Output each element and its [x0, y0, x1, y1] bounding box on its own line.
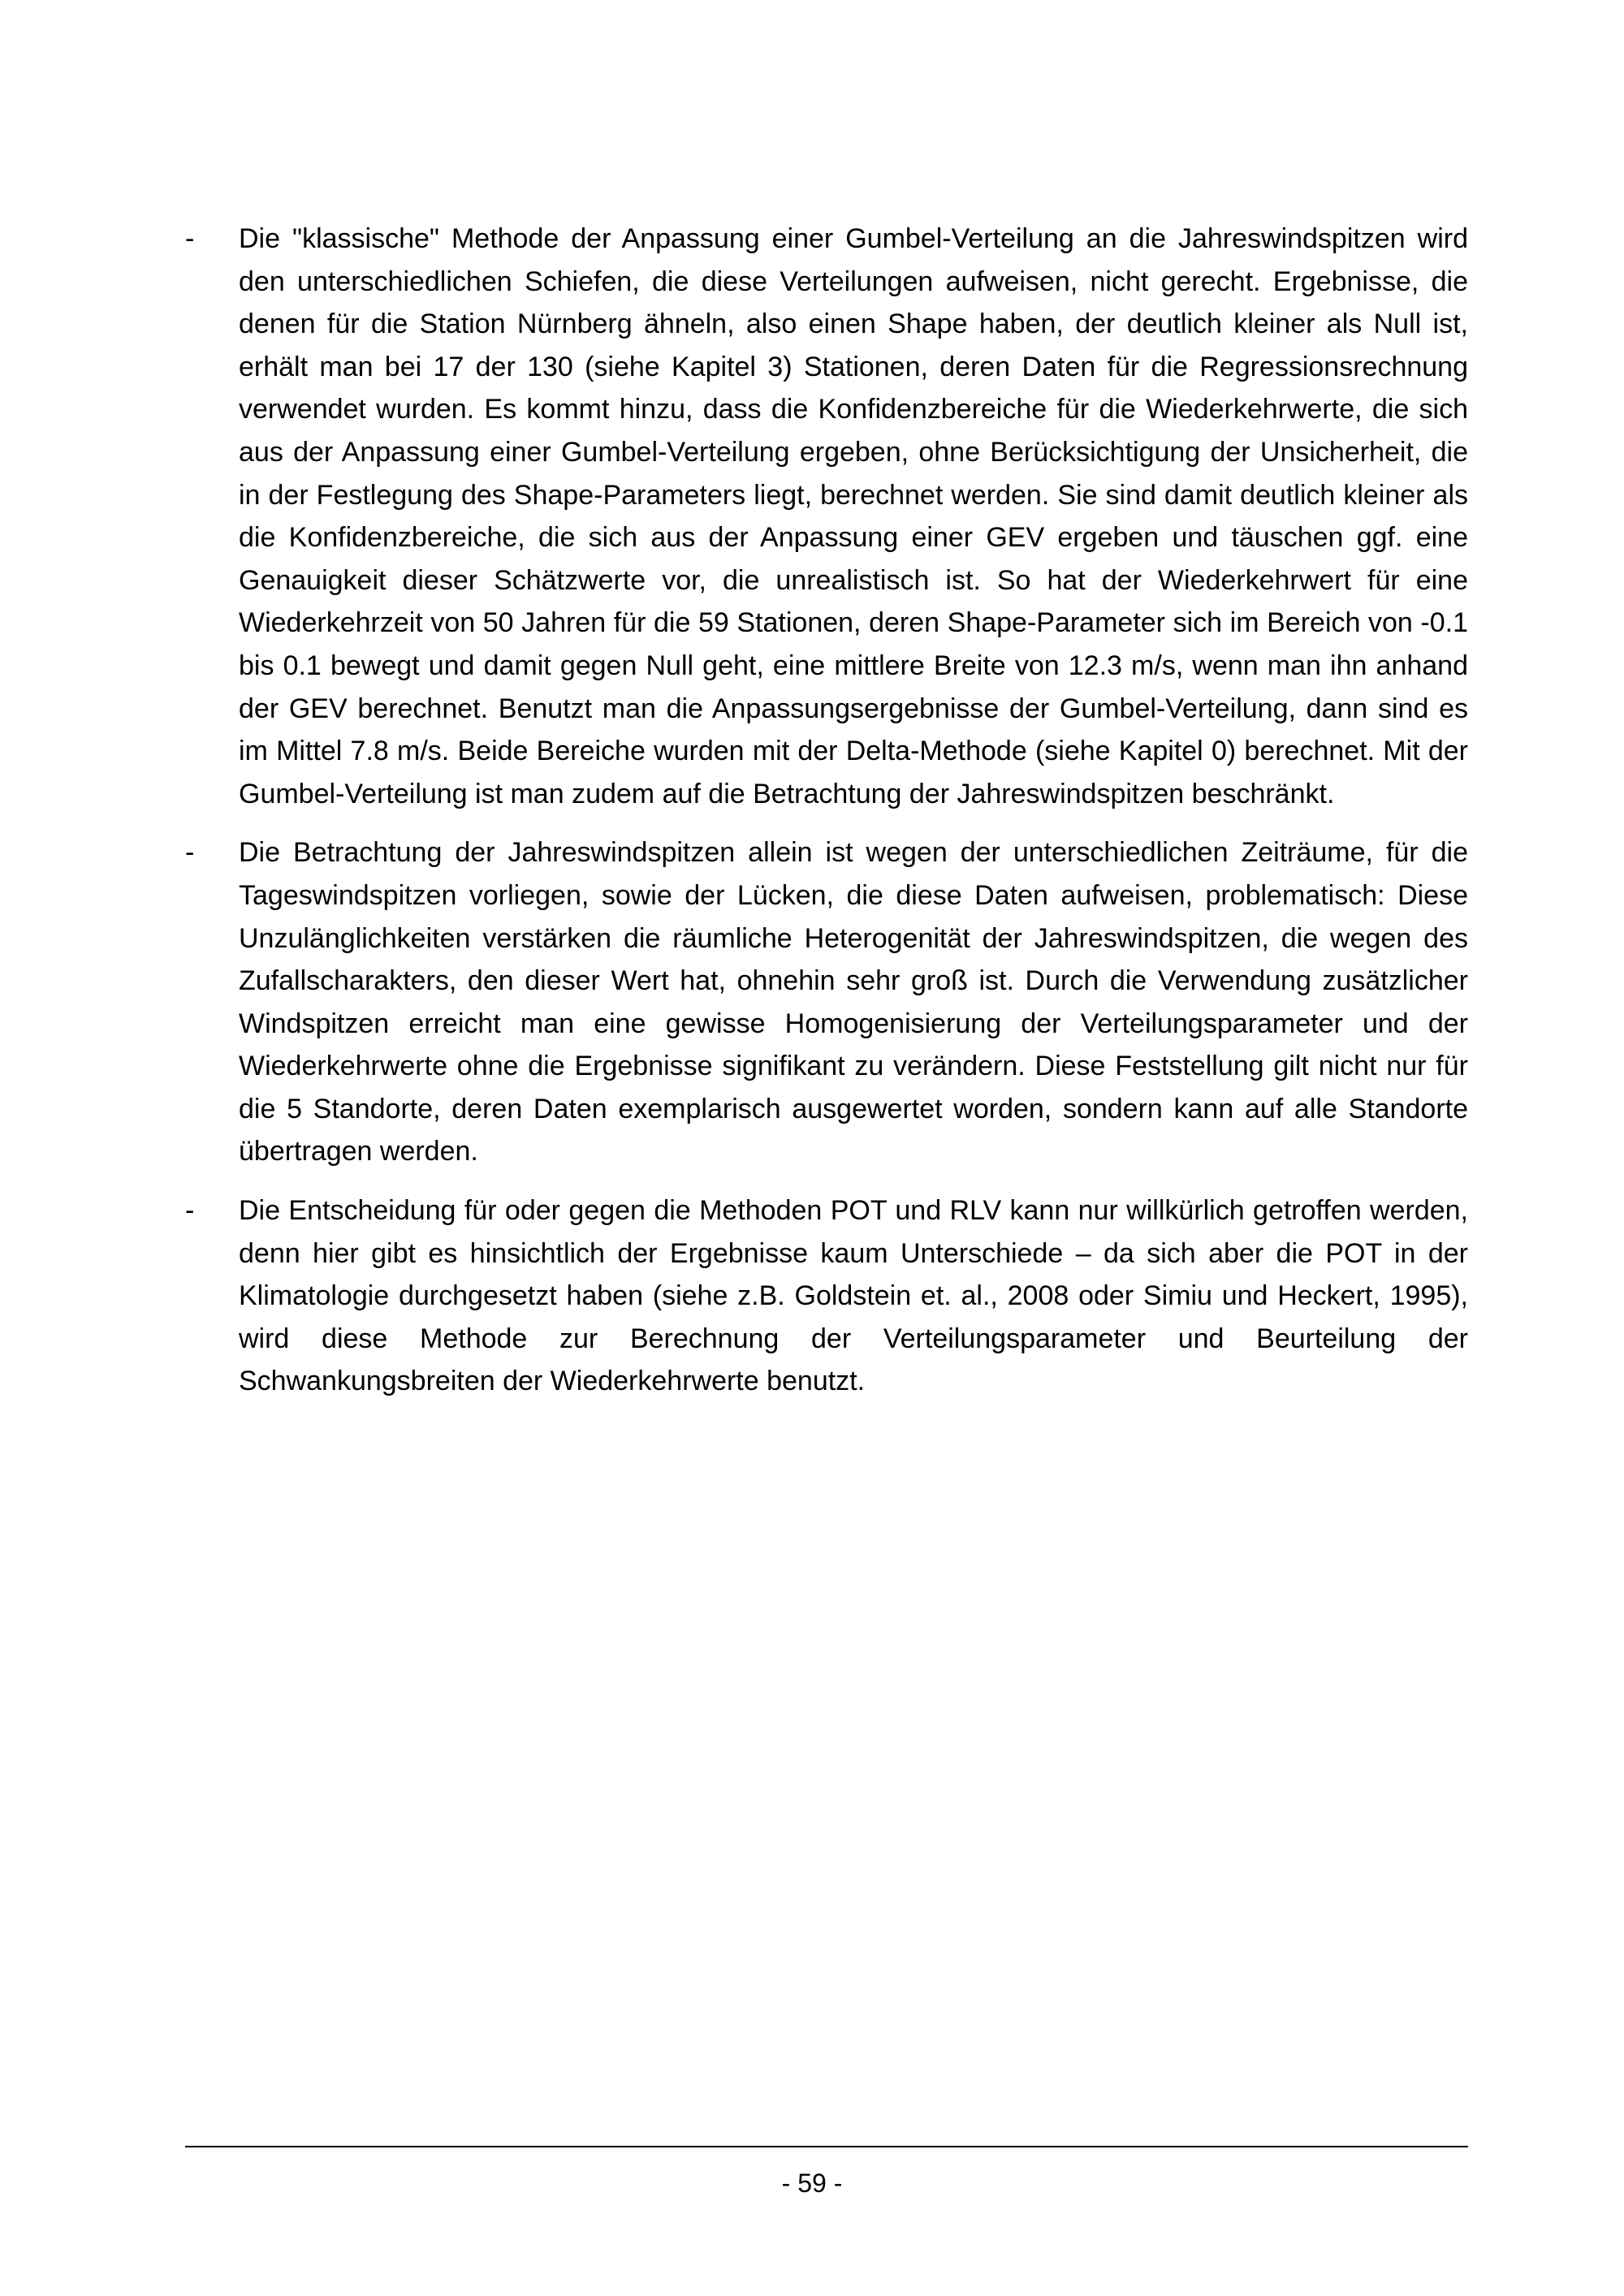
page-number: - 59 -	[781, 2169, 843, 2198]
paragraph-gumbel-method: Die "klassische" Methode der Anpassung einer Gumbel-Verteilung an die Jahreswindspitzen wird den unterschiedlichen Schiefen, die diese Verteilungen aufweisen, nicht gerecht. Ergebnisse, die denen für die Station Nürnberg ähneln, also einen Shape haben, der deutlich kleiner als Null ist, erhält man bei 17 der 130 (siehe Kapitel 3) Stationen, deren Daten für die Regressionsrechnung verwendet wurden. Es kommt hinzu, dass die Konfidenzbereiche für die Wiederkehrwerte, die sich aus der Anpassung einer Gumbel-Verteilung ergeben, ohne Berücksichtigung der Unsicherheit, die in der Festlegung des Shape-Parameters liegt, berechnet werden. Sie sind damit deutlich kleiner als die Konfidenzbereiche, die sich aus der Anpassung einer GEV ergeben und täuschen ggf. eine Genauigkeit dieser Schätzwerte vor, die unrealistisch ist. So hat der Wiederkehrwert für eine Wiederkehrzeit von 50 Jahren für die 59 Stationen, deren Shape-Parameter sich im Bereich von -0.1 bis 0.1 bewegt und damit gegen Null geht, eine mittlere Breite von 12.3 m/s, wenn man ihn anhand der GEV berechnet. Benutzt man die Anpassungsergebnisse der Gumbel-Verteilung, dann sind es im Mittel 7.8 m/s. Beide Bereiche wurden mit der Delta-Methode (siehe Kapitel 0) berechnet. Mit der Gumbel-Verteilung ist man zudem auf die Betrachtung der Jahreswindspitzen beschränkt.	[239, 223, 1468, 809]
footer-divider	[185, 2146, 1468, 2147]
list-item	[185, 831, 1468, 1173]
page-body	[185, 218, 1468, 1419]
bullet-marker: -	[185, 223, 195, 254]
bullet-list	[185, 218, 1468, 1403]
bullet-marker: -	[185, 1195, 195, 1227]
paragraph-pot-rlv-decision: Die Entscheidung für oder gegen die Methoden POT und RLV kann nur willkürlich getroffen werden, denn hier gibt es hinsichtlich der Ergebnisse kaum Unterschiede – da sich aber die POT in der Klimatologie durchgesetzt haben (siehe z.B. Goldstein et. al., 2008 oder Simiu und Heckert, 1995), wird diese Methode zur Berechnung der Verteilungsparameter und Beurteilung der Schwankungsbreiten der Wiederkehrwerte benutzt.	[239, 1195, 1468, 1397]
list-item	[185, 218, 1468, 815]
bullet-marker: -	[185, 837, 195, 869]
paragraph-annual-peaks: Die Betrachtung der Jahreswindspitzen allein ist wegen der unterschiedlichen Zeiträume, für die Tageswindspitzen vorliegen, sowie der Lücken, die diese Daten aufweisen, problematisch: Diese Unzulänglichkeiten verstärken die räumliche Heterogenität der Jahreswindspitzen, die wegen des Zufallscharakters, den dieser Wert hat, ohnehin sehr groß ist. Durch die Verwendung zusätzlicher Windspitzen erreicht man eine gewisse Homogenisierung der Verteilungsparameter und der Wiederkehrwerte ohne die Ergebnisse signifikant zu verändern. Diese Feststellung gilt nicht nur für die 5 Standorte, deren Daten exemplarisch ausgewertet worden, sondern kann auf alle Standorte übertragen werden.	[239, 837, 1468, 1167]
list-item	[185, 1189, 1468, 1403]
